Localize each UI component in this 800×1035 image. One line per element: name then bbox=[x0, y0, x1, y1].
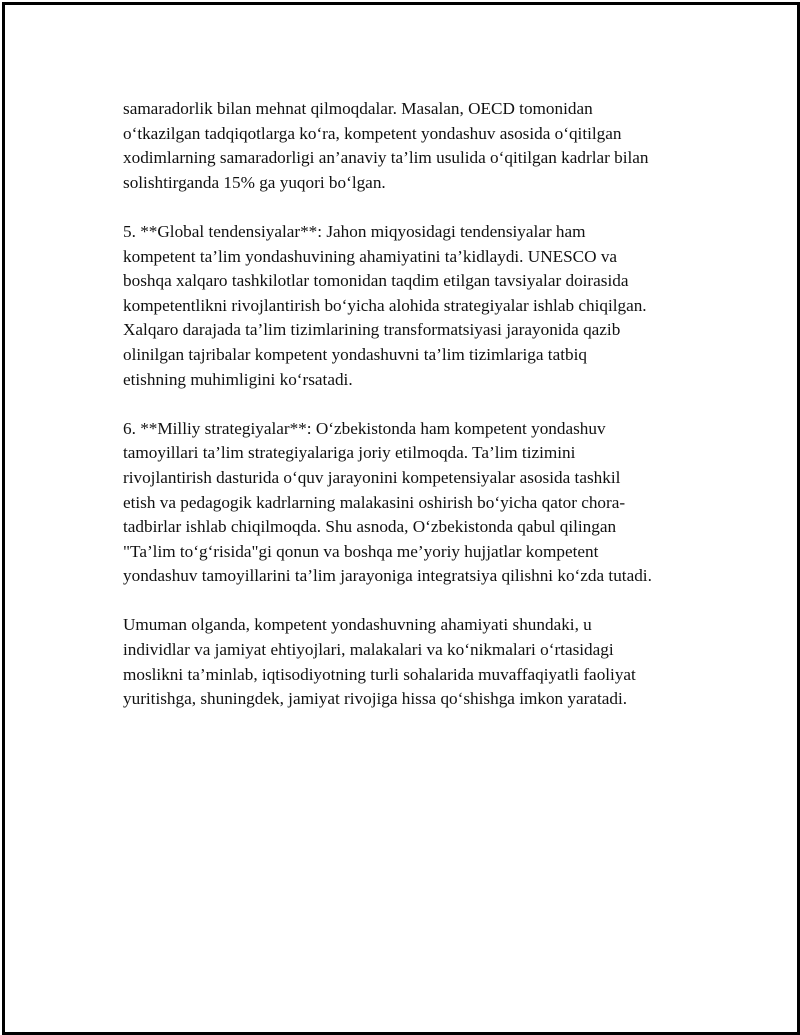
text-line: rivojlantirish dasturida o‘quv jarayonini kompetensiyalar asosida tashkil bbox=[123, 467, 621, 487]
text-line: tamoyillari ta’lim strategiyalariga joriy etilmoqda. Ta’lim tizimini bbox=[123, 443, 576, 463]
text-line: samaradorlik bilan mehnat qilmoqdalar. Masalan, OECD tomonidan bbox=[123, 99, 593, 118]
text-line: "Ta’lim to‘g‘risida"gi qonun va boshqa me’yoriy hujjatlar kompetent bbox=[123, 541, 599, 561]
text-line: kompetentlikni rivojlantirish bo‘yicha alohida strategiyalar ishlab chiqilgan. bbox=[123, 295, 647, 315]
text-line: yuritishga, shuningdek, jamiyat rivojiga hissa qo‘shishga imkon yaratadi. bbox=[123, 689, 628, 709]
text-line: moslikni ta’minlab, iqtisodiyotning turli sohalarida muvaffaqiyatli faoliyat bbox=[123, 664, 636, 684]
paragraph-global-trends bbox=[123, 220, 713, 392]
text-line: individlar va jamiyat ehtiyojlari, malakalari va ko‘nikmalari o‘rtasidagi bbox=[123, 640, 614, 660]
text-line: etishning muhimligini ko‘rsatadi. bbox=[123, 369, 353, 389]
paragraph-conclusion bbox=[123, 613, 713, 711]
text-line: yondashuv tamoyillarini ta’lim jarayoniga integratsiya qilishni ko‘zda tutadi. bbox=[123, 566, 652, 586]
text-line: o‘tkazilgan tadqiqotlarga ko‘ra, kompetent yondashuv asosida o‘qitilgan bbox=[123, 123, 622, 143]
text-line: xodimlarning samaradorligi an’anaviy ta’lim usulida o‘qitilgan kadrlar bilan bbox=[123, 148, 649, 168]
paragraph-intro-continuation bbox=[123, 97, 713, 195]
text-line: Xalqaro darajada ta’lim tizimlarining transformatsiyasi jarayonida qazib bbox=[123, 320, 621, 340]
text-line: Umuman olganda, kompetent yondashuvning ahamiyati shundaki, u bbox=[123, 615, 592, 635]
text-line: kompetent ta’lim yondashuvining ahamiyatini ta’kidlaydi. UNESCO va bbox=[123, 246, 618, 266]
text-line: solishtirganda 15% ga yuqori bo‘lgan. bbox=[123, 172, 386, 192]
document-body bbox=[123, 97, 713, 736]
text-line: boshqa xalqaro tashkilotlar tomonidan taqdim etilgan tavsiyalar doirasida bbox=[123, 271, 629, 291]
text-line: 6. **Milliy strategiyalar**: O‘zbekistonda ham kompetent yondashuv bbox=[123, 418, 606, 438]
text-line: tadbirlar ishlab chiqilmoqda. Shu asnoda, O‘zbekistonda qabul qilingan bbox=[123, 517, 617, 537]
text-line: 5. **Global tendensiyalar**: Jahon miqyosidagi tendensiyalar ham bbox=[123, 221, 586, 241]
text-line: etish va pedagogik kadrlarning malakasini oshirish bo‘yicha qator chora- bbox=[123, 492, 626, 512]
paragraph-national-strategies bbox=[123, 417, 713, 589]
text-line: olinilgan tajribalar kompetent yondashuvni ta’lim tizimlariga tatbiq bbox=[123, 344, 587, 364]
page-frame bbox=[2, 2, 800, 1035]
